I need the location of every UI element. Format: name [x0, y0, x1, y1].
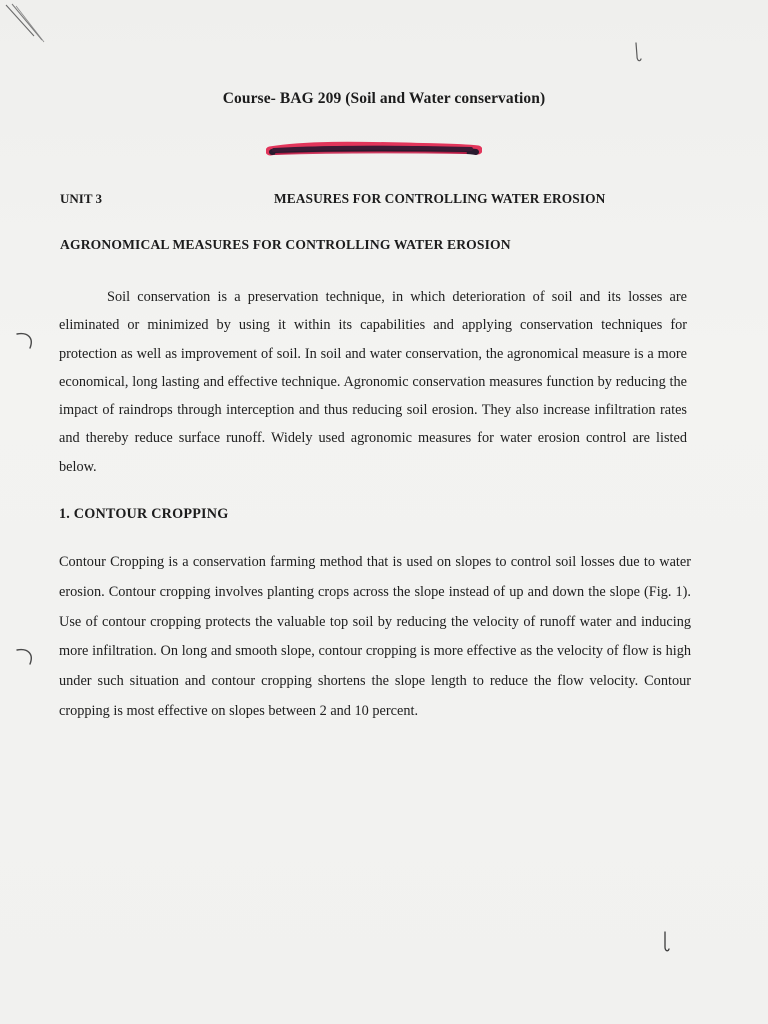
contour-cropping-heading: 1. CONTOUR CROPPING	[59, 506, 229, 522]
intro-paragraph: Soil conservation is a preservation technique, in which deterioration of soil and its losses are eliminated or minimized by using it within its capabilities and applying conservation techniques for protection as well as improvement of soil. In soil and water conservation, the agronomical measure is a more economical, long lasting and effective technique. Agronomic conservation measures function by reducing the impact of raindrops through interception and thus reducing soil erosion. They also increase infiltration rates and thereby reduce surface runoff. Widely used agronomic measures for water erosion control are listed below.	[59, 289, 687, 475]
margin-bracket-mark	[14, 644, 38, 670]
margin-bracket-mark	[14, 328, 38, 354]
unit-title: MEASURES FOR CONTROLLING WATER EROSION	[274, 191, 606, 206]
contour-cropping-paragraph: Contour Cropping is a conservation farming method that is used on slopes to control soil losses due to water erosion. Contour cropping involves planting crops across the slope instead of up and down the slope (Fig. 1). Use of contour cropping protects the valuable top soil by reducing the velocity of runoff water and inducing more infiltration. On long and smooth slope, contour cropping is more effective as the velocity of flow is high under such situation and contour cropping shortens the slope length to reduce the flow velocity. Contour cropping is most effective on slopes between 2 and 10 percent.	[59, 554, 691, 719]
redacted-name-scribble	[266, 140, 482, 162]
pen-tick-mark	[659, 930, 673, 956]
unit-label: UNIT 3	[60, 191, 103, 206]
pencil-scribble-marks	[4, 2, 48, 46]
pen-tick-mark	[631, 40, 645, 66]
section-heading: AGRONOMICAL MEASURES FOR CONTROLLING WATER EROSION	[60, 237, 511, 252]
course-title: Course- BAG 209 (Soil and Water conservation)	[222, 90, 546, 107]
